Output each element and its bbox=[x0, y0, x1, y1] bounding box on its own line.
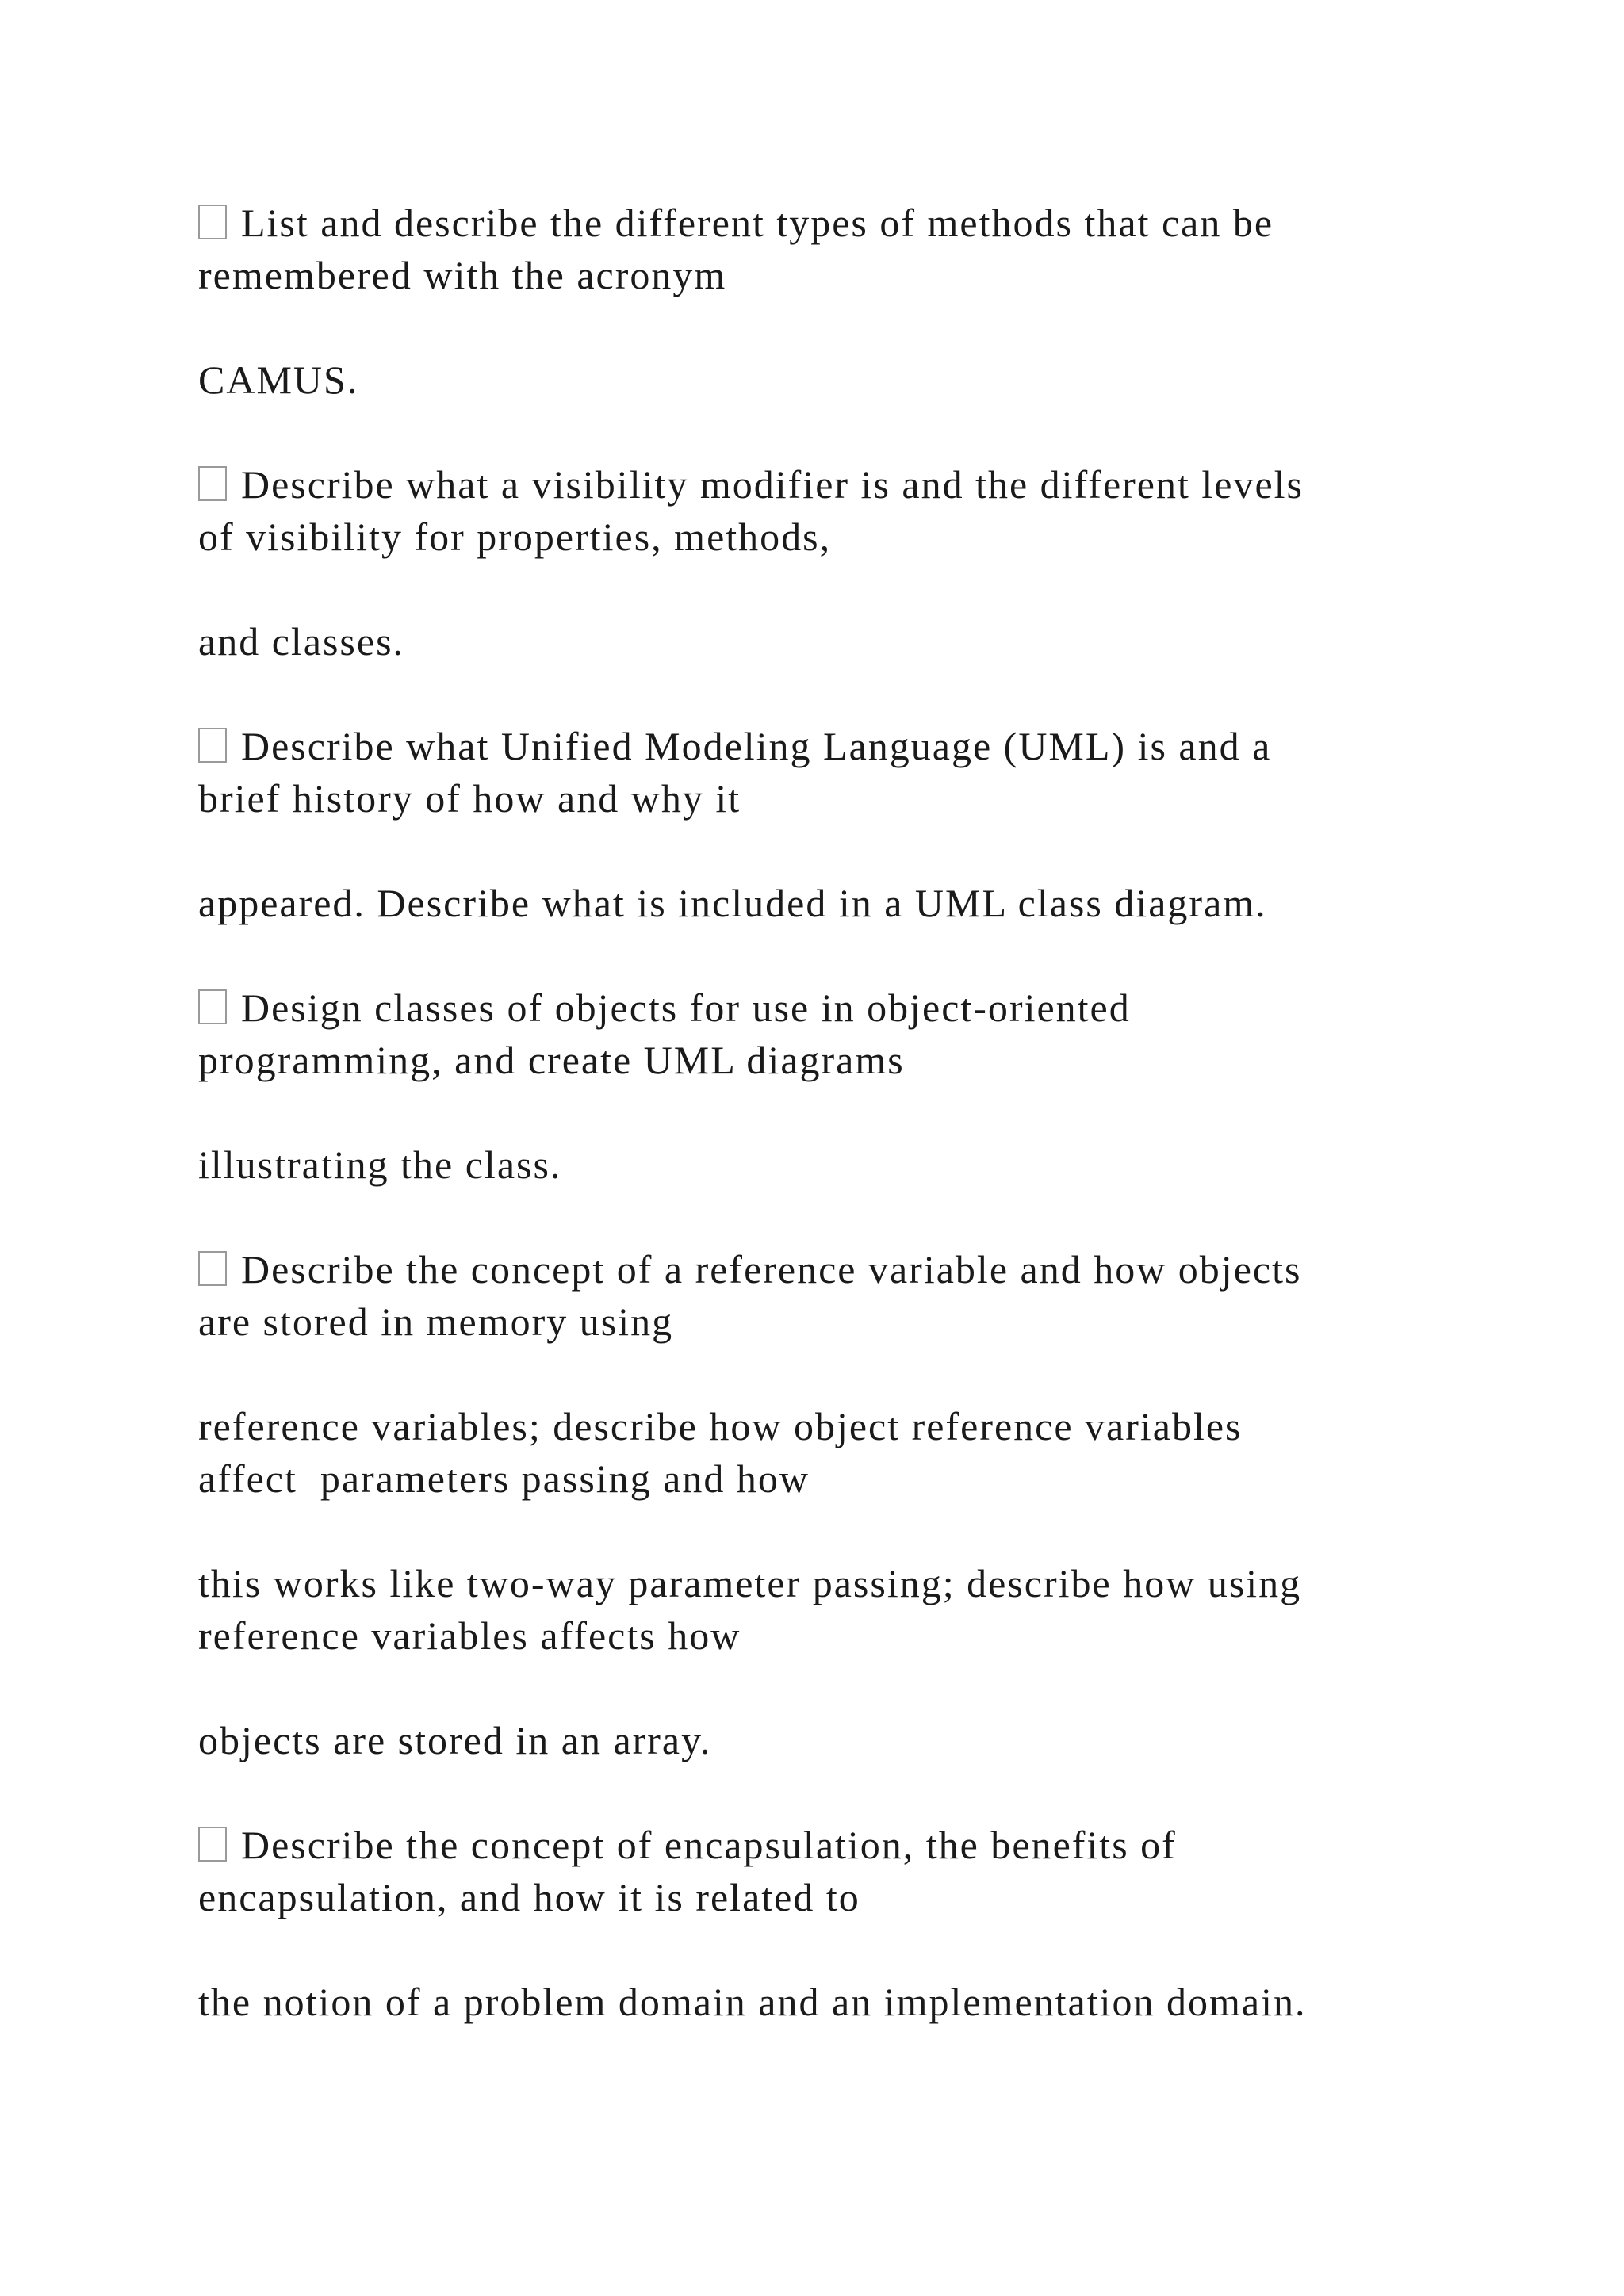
text-line: appeared. Describe what is included in a UML class diagram. bbox=[198, 881, 1267, 925]
text-line: brief history of how and why it bbox=[198, 776, 741, 821]
text-line: Describe the concept of encapsulation, the benefits of bbox=[241, 1823, 1177, 1867]
missing-glyph-bullet-icon bbox=[198, 728, 227, 763]
text-line: remembered with the acronym bbox=[198, 253, 727, 297]
text-line: reference variables affects how bbox=[198, 1613, 741, 1658]
text-line: Describe what Unified Modeling Language (UML) is and a bbox=[241, 724, 1272, 768]
text-line: objects are stored in an array. bbox=[198, 1718, 712, 1762]
text-line: CAMUS. bbox=[198, 358, 359, 402]
bullet-line bbox=[198, 458, 1304, 511]
missing-glyph-bullet-icon bbox=[198, 1251, 227, 1286]
bullet-line bbox=[198, 720, 1271, 772]
missing-glyph-bullet-icon bbox=[198, 466, 227, 501]
missing-glyph-bullet-icon bbox=[198, 989, 227, 1024]
text-line: and classes. bbox=[198, 619, 405, 664]
bullet-line bbox=[198, 982, 1131, 1034]
missing-glyph-bullet-icon bbox=[198, 205, 227, 239]
text-line: this works like two-way parameter passing; describe how using bbox=[198, 1561, 1302, 1605]
text-line: List and describe the different types of methods that can be bbox=[241, 201, 1274, 245]
text-line: programming, and create UML diagrams bbox=[198, 1038, 905, 1082]
bullet-line bbox=[198, 1243, 1301, 1295]
text-line: are stored in memory using bbox=[198, 1299, 674, 1344]
bullet-line bbox=[198, 1819, 1177, 1871]
text-line: encapsulation, and how it is related to bbox=[198, 1875, 860, 1919]
text-line: Describe what a visibility modifier is and the different levels bbox=[241, 462, 1304, 507]
bullet-line bbox=[198, 197, 1274, 249]
text-line: affect parameters passing and how bbox=[198, 1456, 810, 1501]
text-line: the notion of a problem domain and an implementation domain. bbox=[198, 1980, 1307, 2024]
text-line: reference variables; describe how object reference variables bbox=[198, 1404, 1243, 1448]
text-line: Describe the concept of a reference variable and how objects bbox=[241, 1247, 1302, 1292]
text-line: illustrating the class. bbox=[198, 1142, 562, 1187]
text-line: Design classes of objects for use in object-oriented bbox=[241, 985, 1131, 1030]
missing-glyph-bullet-icon bbox=[198, 1827, 227, 1862]
text-line: of visibility for properties, methods, bbox=[198, 515, 832, 559]
